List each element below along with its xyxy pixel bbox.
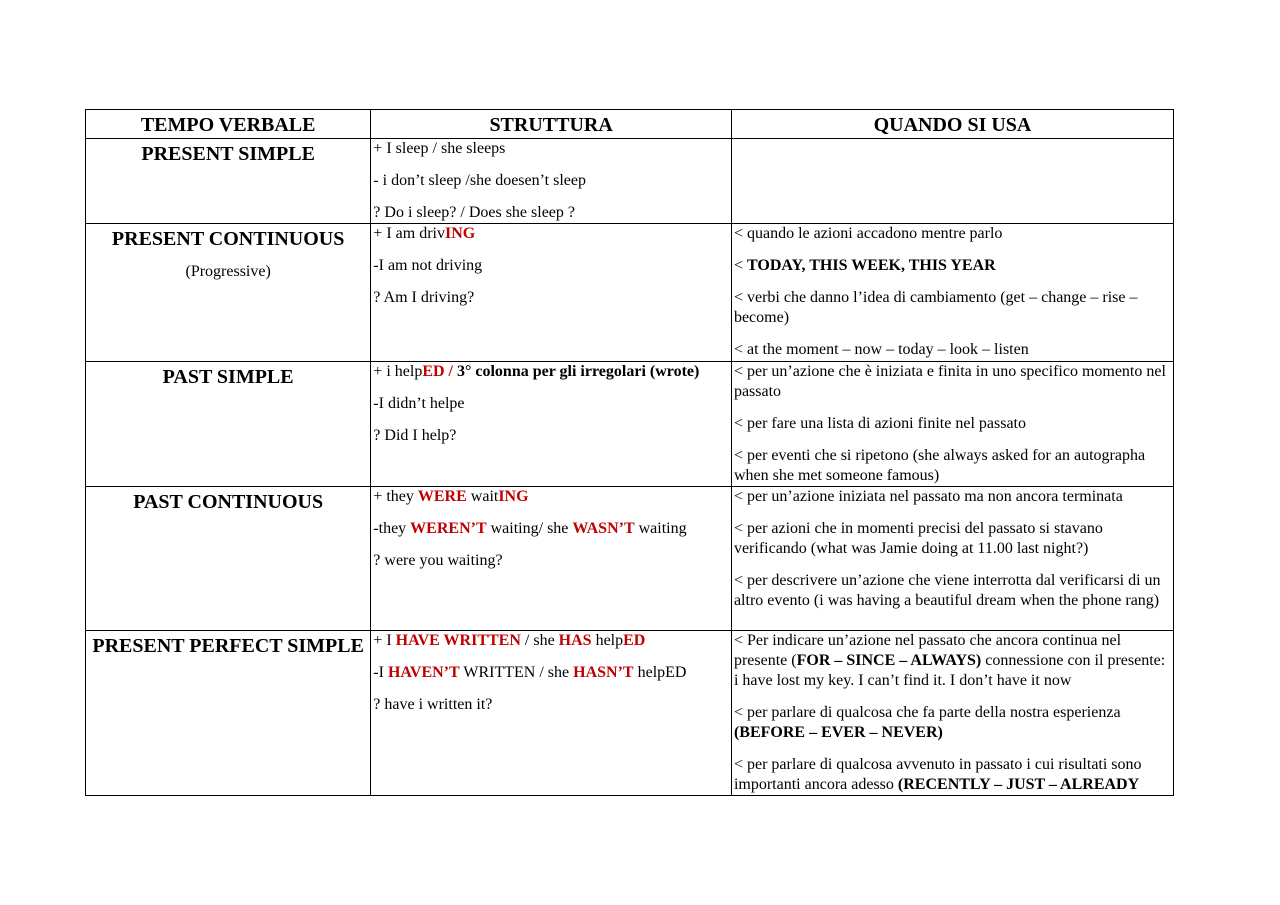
tenses-table	[85, 109, 1174, 796]
highlight-text: ING	[498, 488, 529, 505]
highlight-text: WEREN’T	[410, 520, 487, 537]
header-tempo-verbale: TEMPO VERBALE	[86, 110, 371, 139]
structure-line	[373, 224, 729, 244]
text-segment: < per parlare di qualcosa avvenuto in passato i cui risultati sono importanti ancora adesso	[733, 756, 1142, 793]
structure-line	[373, 663, 729, 683]
structure-line	[373, 288, 729, 308]
tense-cell	[86, 631, 371, 796]
tense-cell	[86, 362, 371, 487]
table-body	[86, 139, 1174, 796]
text-segment: < Per indicare un’azione nel passato che ancora continua nel presente (	[733, 632, 1122, 669]
text-segment: + I	[373, 632, 396, 649]
text-segment: WRITTEN / she	[459, 664, 574, 681]
structure-line	[373, 256, 729, 276]
structure-line	[373, 139, 729, 159]
text-segment: / she	[520, 632, 559, 649]
highlight-text: HAVEN’T	[387, 664, 460, 681]
usage-cell	[731, 487, 1173, 631]
usage-line	[734, 446, 1171, 486]
text-segment: -I am not driving	[373, 257, 483, 274]
text-segment: ? Am I driving?	[373, 289, 475, 306]
structure-line	[373, 551, 729, 571]
structure-line	[373, 203, 729, 223]
text-segment: < per un’azione iniziata nel passato ma non ancora terminata	[733, 488, 1123, 505]
structure-cell	[371, 139, 732, 224]
usage-line	[734, 571, 1171, 611]
highlight-text: HASN’T	[573, 664, 634, 681]
text-segment: < verbi che danno l’idea di cambiamento (get – change – rise – become)	[733, 289, 1138, 326]
text-segment: + they	[373, 488, 418, 505]
usage-line	[734, 288, 1171, 328]
structure-line	[373, 394, 729, 414]
highlight-text: HAS	[558, 632, 592, 649]
highlight-text: ED /	[422, 363, 457, 380]
text-segment: wait	[466, 488, 499, 505]
text-segment: < per un’azione che è iniziata e finita in uno specifico momento nel passato	[733, 363, 1166, 400]
tense-name: PAST CONTINUOUS	[133, 491, 324, 513]
table-row	[86, 487, 1174, 631]
highlight-text: ED	[623, 632, 646, 649]
tense-name: PRESENT PERFECT SIMPLE	[92, 635, 364, 657]
usage-line	[734, 703, 1171, 743]
text-segment: < per azioni che in momenti precisi del passato si stavano verificando (what was Jamie doing at 11.00 last night?)	[733, 520, 1103, 557]
table-row	[86, 224, 1174, 362]
text-segment: ? Do i sleep? / Does she sleep ?	[373, 204, 576, 221]
highlight-text: WERE	[417, 488, 467, 505]
tense-cell	[86, 139, 371, 224]
table-header-row	[86, 110, 1174, 139]
text-segment: helpED	[633, 664, 687, 681]
text-segment: + I am driv	[373, 225, 445, 242]
tense-cell	[86, 487, 371, 631]
text-segment: waiting/ she	[486, 520, 573, 537]
text-segment: < per fare una lista di azioni finite nel passato	[733, 415, 1026, 432]
tense-name: PRESENT CONTINUOUS	[111, 228, 345, 250]
structure-line	[373, 362, 729, 382]
usage-line	[734, 519, 1171, 559]
bold-text: (RECENTLY – JUST – ALREADY	[897, 776, 1140, 793]
bold-text: TODAY, THIS WEEK, THIS YEAR	[746, 257, 996, 274]
text-segment: waiting	[634, 520, 687, 537]
table-row	[86, 631, 1174, 796]
text-segment: -I	[373, 664, 388, 681]
text-segment: < per descrivere un’azione che viene interrotta dal verificarsi di un altro evento (i was having a beautiful dream when the phone rang)	[733, 572, 1161, 609]
structure-cell	[371, 224, 732, 362]
text-segment: + I sleep / she sleeps	[373, 140, 506, 157]
bold-text: FOR – SINCE – ALWAYS)	[796, 652, 982, 669]
text-segment: -they	[373, 520, 411, 537]
text-segment: help	[591, 632, 624, 649]
structure-line	[373, 519, 729, 539]
text-segment: -I didn’t helpe	[373, 395, 465, 412]
usage-cell	[731, 631, 1173, 796]
bold-text: 3° colonna per gli irregolari (wrote)	[456, 363, 700, 380]
structure-line	[373, 695, 729, 715]
table-row	[86, 139, 1174, 224]
structure-cell	[371, 631, 732, 796]
text-segment: - i don’t sleep /she doesen’t sleep	[373, 172, 586, 189]
highlight-text: ING	[444, 225, 476, 242]
text-segment: + i help	[373, 363, 423, 380]
usage-line	[734, 631, 1171, 691]
header-quando-si-usa: QUANDO SI USA	[731, 110, 1173, 139]
structure-line	[373, 631, 729, 651]
structure-cell	[371, 487, 732, 631]
highlight-text: HAVE WRITTEN	[395, 632, 521, 649]
usage-line	[734, 755, 1171, 795]
header-struttura: STRUTTURA	[371, 110, 732, 139]
structure-line	[373, 487, 729, 507]
table-row	[86, 362, 1174, 487]
tense-note: (Progressive)	[185, 263, 271, 280]
usage-line	[734, 362, 1171, 402]
bold-text: (BEFORE – EVER – NEVER)	[733, 724, 943, 741]
usage-cell	[731, 224, 1173, 362]
tense-cell	[86, 224, 371, 362]
usage-line	[734, 487, 1171, 507]
usage-line	[734, 414, 1171, 434]
structure-cell	[371, 362, 732, 487]
text-segment: ? Did I help?	[373, 427, 457, 444]
text-segment: < quando le azioni accadono mentre parlo	[733, 225, 1003, 242]
structure-line	[373, 171, 729, 191]
text-segment: < per parlare di qualcosa che fa parte della nostra esperienza	[733, 704, 1121, 721]
text-segment: ? have i written it?	[373, 696, 493, 713]
usage-line	[734, 224, 1171, 244]
tense-name: PAST SIMPLE	[162, 366, 294, 388]
text-segment: < at the moment – now – today – look – listen	[733, 341, 1029, 358]
text-segment: < per eventi che si ripetono (she always asked for an autographa when she met someone famous)	[733, 447, 1146, 484]
usage-line	[734, 340, 1171, 360]
text-segment: connessione con il presente: i have lost my key. I can’t find it. I don’t have it now	[733, 652, 1166, 689]
usage-line	[734, 256, 1171, 276]
structure-line	[373, 426, 729, 446]
usage-cell	[731, 139, 1173, 224]
text-segment: <	[733, 257, 747, 274]
highlight-text: WASN’T	[572, 520, 635, 537]
text-segment: ? were you waiting?	[373, 552, 503, 569]
tense-name: PRESENT SIMPLE	[141, 143, 315, 165]
usage-cell	[731, 362, 1173, 487]
